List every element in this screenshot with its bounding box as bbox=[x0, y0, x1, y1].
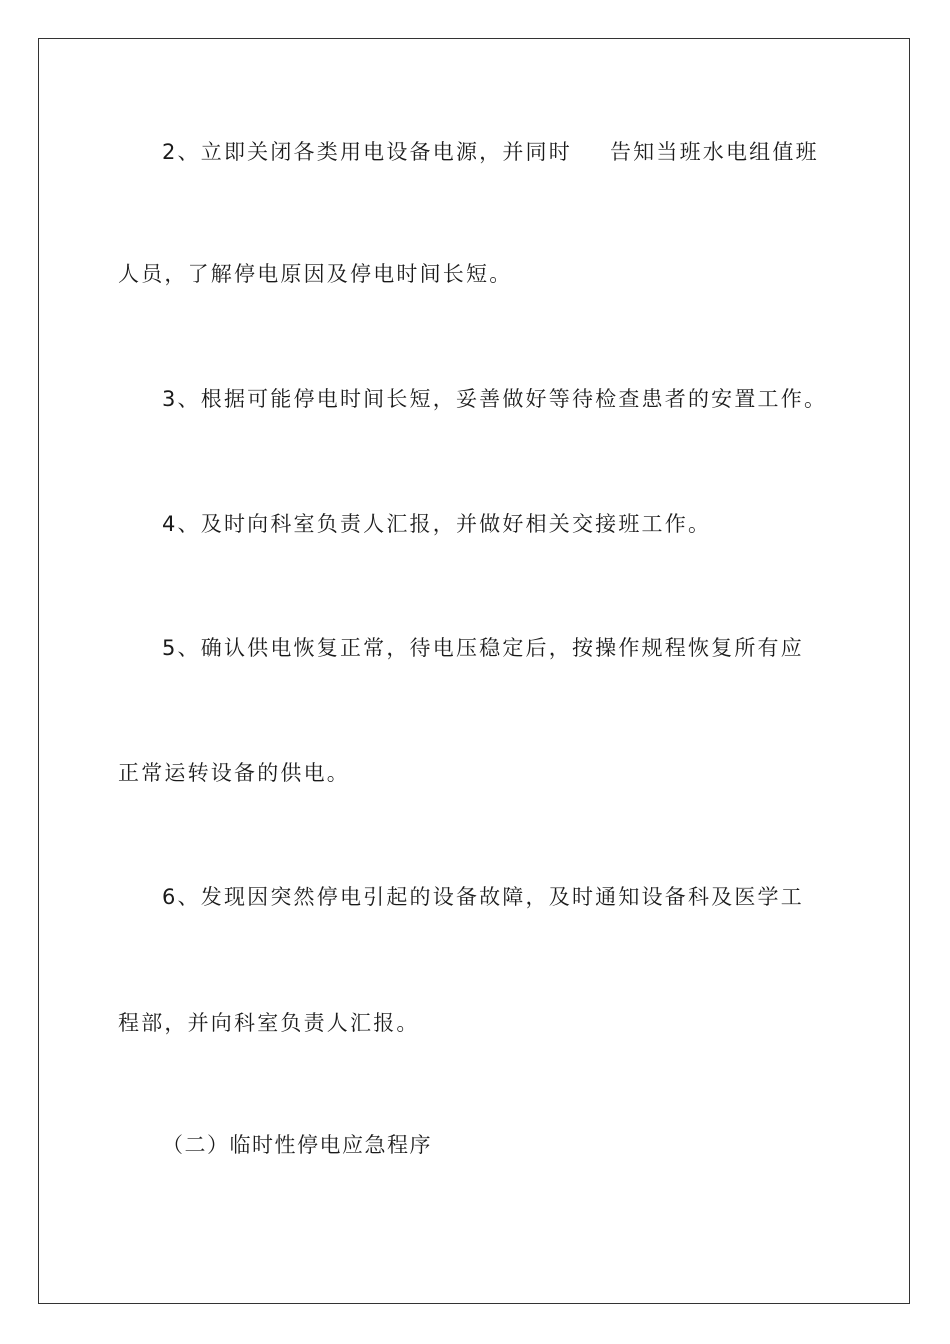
paragraph-line: 5、确认供电恢复正常，待电压稳定后，按操作规程恢复所有应 bbox=[162, 636, 804, 660]
paragraph-line: 6、发现因突然停电引起的设备故障，及时通知设备科及医学工 bbox=[162, 885, 804, 909]
paragraph-line: 程部，并向科室负责人汇报。 bbox=[118, 1011, 420, 1035]
paragraph-text: 告知当班水电组值班 bbox=[609, 140, 819, 164]
paragraph-line: 3、根据可能停电时间长短，妥善做好等待检查患者的安置工作。 bbox=[162, 387, 828, 411]
section-heading: （二）临时性停电应急程序 bbox=[162, 1133, 432, 1157]
paragraph-line: 正常运转设备的供电。 bbox=[118, 761, 350, 785]
paragraph-line: 人员，了解停电原因及停电时间长短。 bbox=[118, 262, 513, 286]
paragraph-line: 4、及时向科室负责人汇报，并做好相关交接班工作。 bbox=[162, 512, 712, 536]
paragraph-text: 2、立即关闭各类用电设备电源，并同时 bbox=[162, 140, 572, 164]
paragraph-line bbox=[162, 138, 819, 166]
page-border bbox=[38, 38, 910, 1304]
